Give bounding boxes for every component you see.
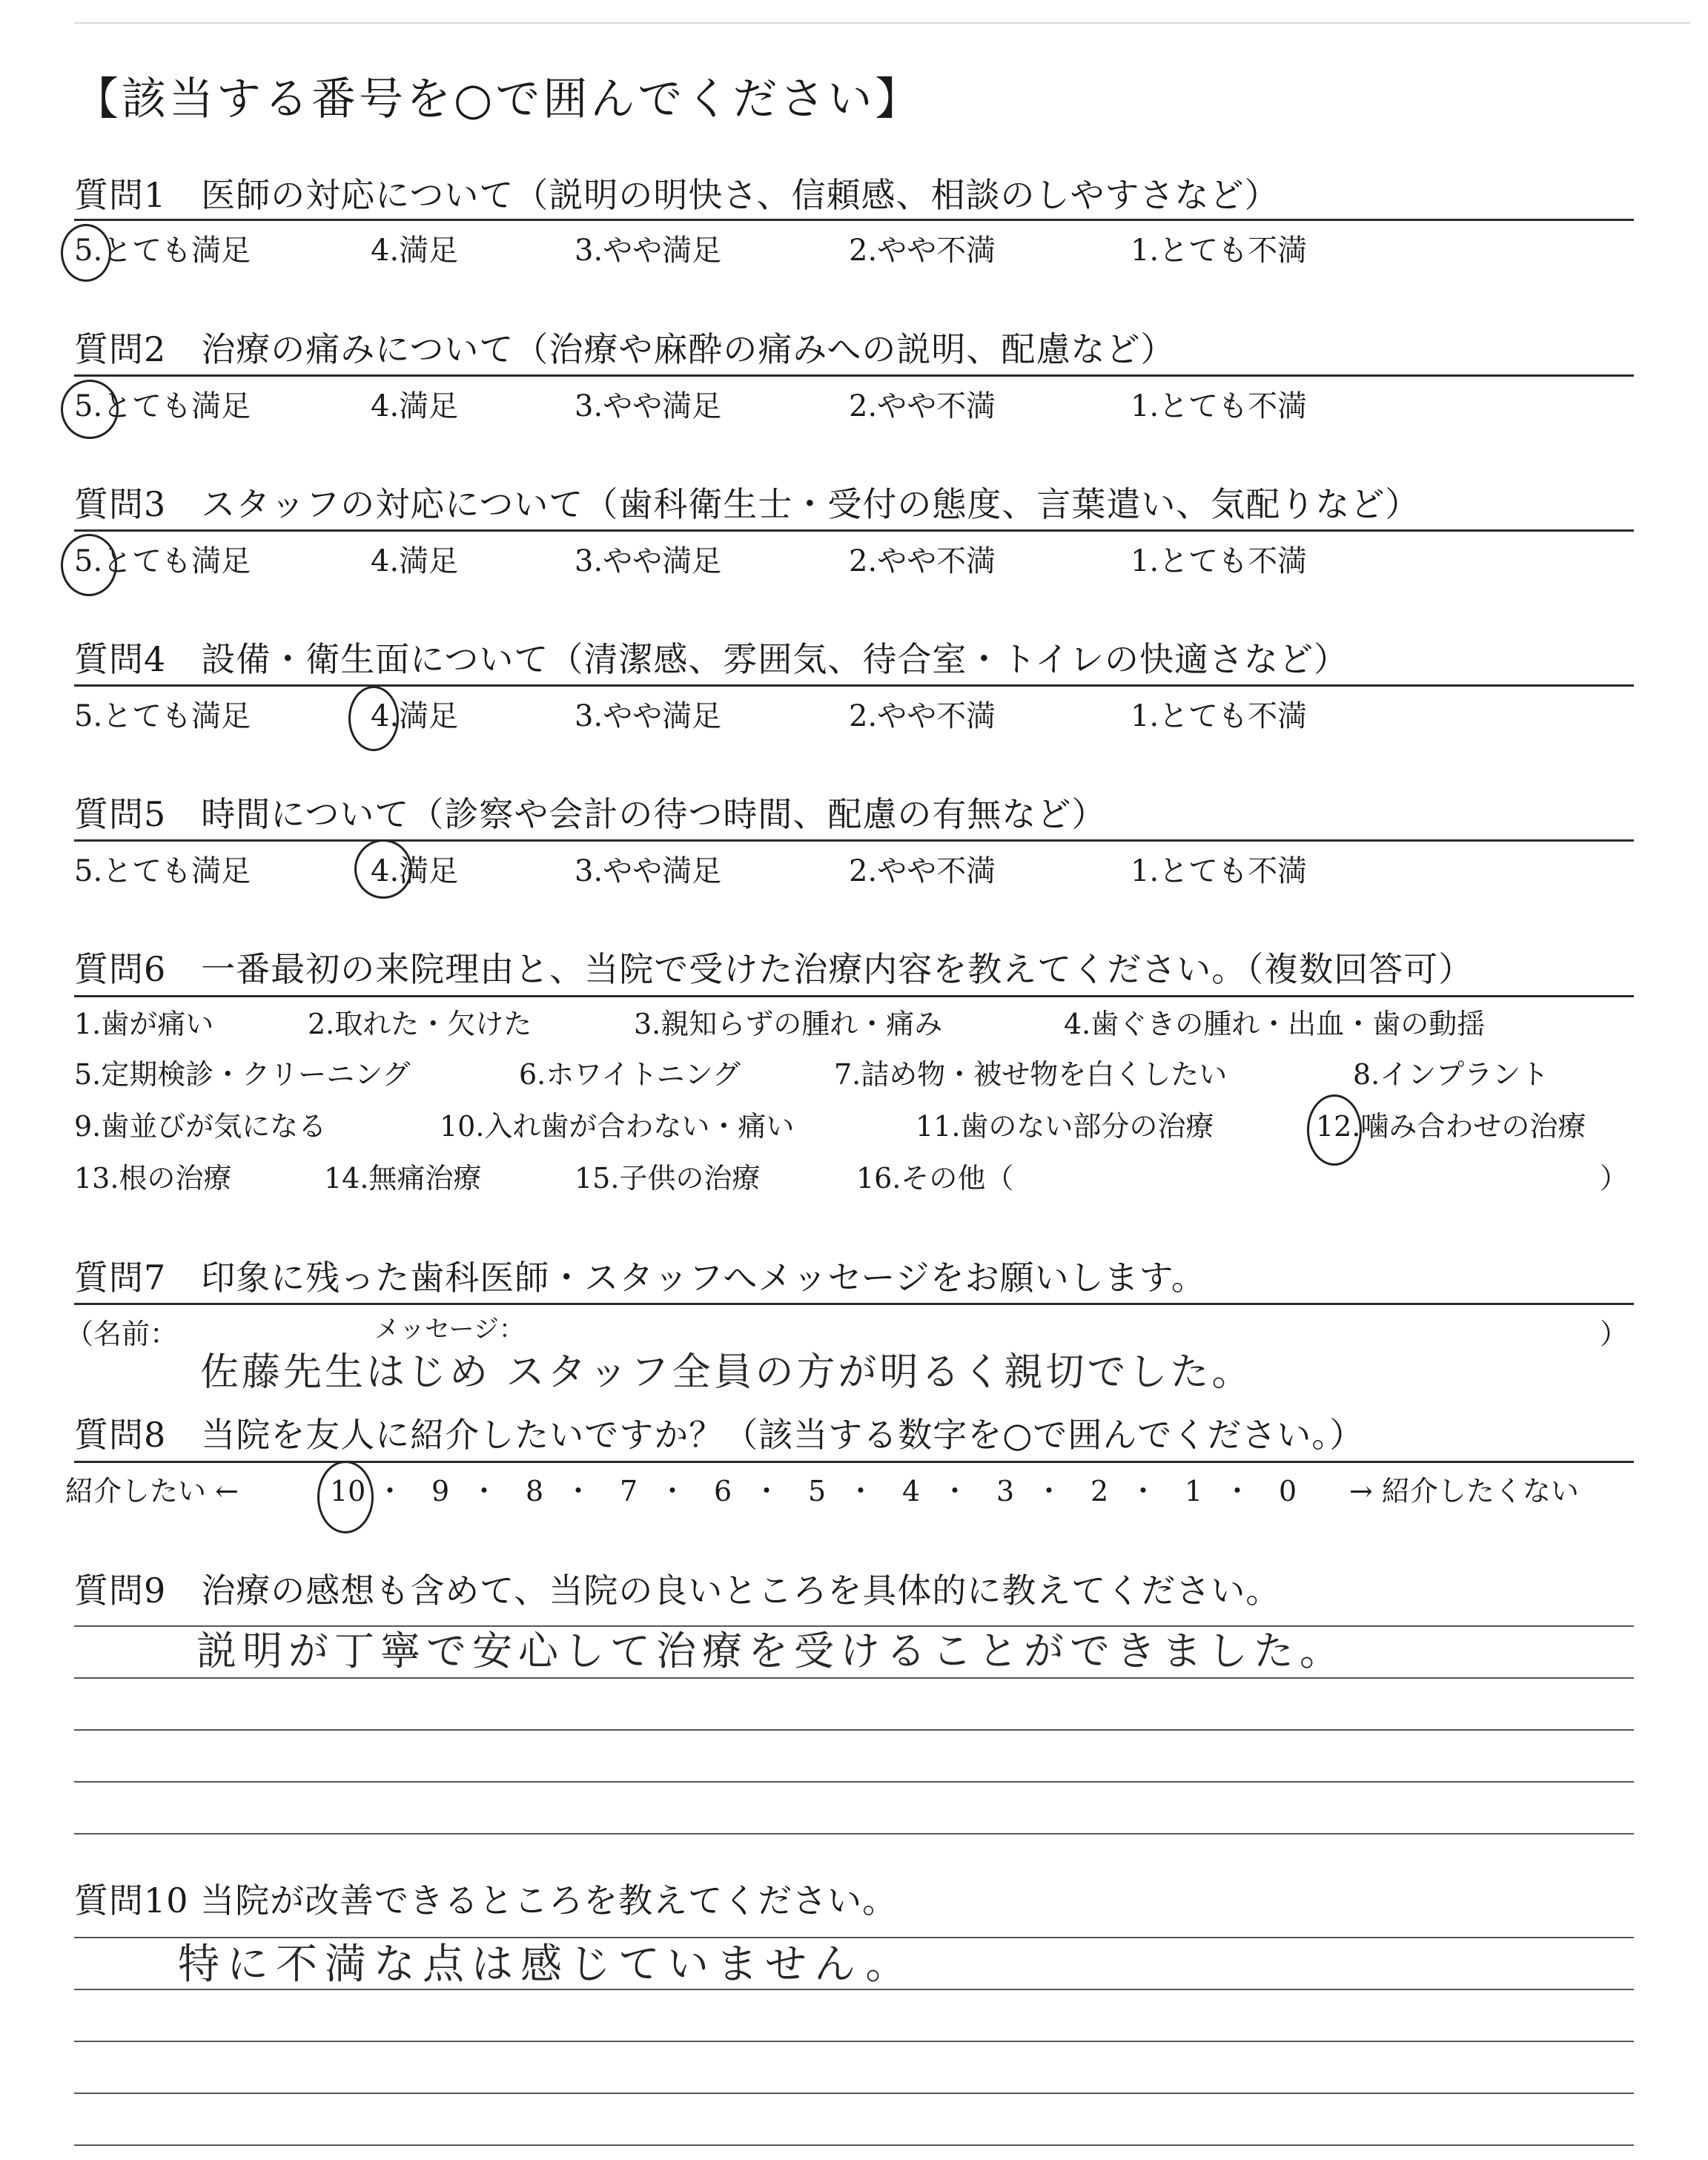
q10-handwritten-answer: 特に不満な点は感じていません。 (178, 1941, 915, 1989)
q1-option-1[interactable]: 1.とても不満 (1131, 234, 1308, 268)
q8-number-4[interactable]: 4 (902, 1475, 921, 1507)
q6-option-3[interactable]: 3.親知らずの腫れ・痛み (634, 1008, 943, 1040)
q6-option-14[interactable]: 14.無痛治療 (324, 1162, 482, 1195)
question-5-header: 質問5 時間について（診察や会計の待つ時間、配慮の有無など） (74, 794, 1107, 834)
q8-number-10[interactable]: 10 (330, 1475, 366, 1507)
q9-line-2 (74, 1677, 1634, 1679)
question-1-header: 質問1 医師の対応について（説明の明快さ、信頼感、相談のしやすさなど） (74, 175, 1280, 215)
question-2-header: 質問2 治療の痛みについて（治療や麻酔の痛みへの説明、配慮など） (74, 329, 1176, 369)
q6-selection-circle (1307, 1094, 1362, 1166)
q8-left-label: 紹介したい ← (65, 1475, 239, 1507)
q4-option-1[interactable]: 1.とても不満 (1131, 699, 1308, 733)
q9-line-3 (74, 1729, 1634, 1731)
q6-option-11[interactable]: 11.歯のない部分の治療 (916, 1110, 1214, 1143)
q5-selection-circle (354, 839, 412, 899)
q6-option-13[interactable]: 13.根の治療 (74, 1162, 232, 1195)
q4-option-2[interactable]: 2.やや不満 (849, 699, 996, 733)
q8-separator-dot: ・ (1223, 1475, 1252, 1507)
q6-option-7[interactable]: 7.詰め物・被せ物を白くしたい (834, 1058, 1228, 1091)
q3-option-4[interactable]: 4.満足 (371, 544, 459, 578)
question-3-rule (74, 529, 1634, 532)
q9-line-1 (74, 1625, 1634, 1627)
question-9-header: 質問9 治療の感想も含めて、当院の良いところを具体的に教えてください。 (74, 1571, 1281, 1611)
q7-name-label: （名前： (65, 1318, 179, 1350)
q8-separator-dot: ・ (941, 1475, 970, 1507)
q3-option-1[interactable]: 1.とても不満 (1131, 544, 1308, 578)
q7-message-label: メッセージ： (374, 1315, 524, 1344)
q8-number-6[interactable]: 6 (714, 1475, 732, 1507)
page-title: 【該当する番号を○で囲んでください】 (74, 73, 923, 125)
q6-option-5[interactable]: 5.定期検診・クリーニング (74, 1058, 411, 1091)
q8-separator-dot: ・ (1129, 1475, 1158, 1507)
q3-selection-circle (61, 534, 117, 596)
q1-option-2[interactable]: 2.やや不満 (849, 234, 996, 268)
q10-line-2 (74, 1989, 1634, 1990)
q1-option-3[interactable]: 3.やや満足 (575, 234, 722, 268)
q4-option-4[interactable]: 4.満足 (371, 699, 459, 733)
page-edge (74, 22, 1690, 24)
q7-close-paren: ） (1600, 1318, 1629, 1350)
question-10-header: 質問10 当院が改善できるところを教えてください。 (74, 1880, 898, 1920)
q4-option-3[interactable]: 3.やや満足 (575, 699, 722, 733)
q6-option-8[interactable]: 8.インプラント (1353, 1058, 1549, 1091)
q3-option-5[interactable]: 5.とても満足 (74, 544, 251, 578)
q10-line-5 (74, 2144, 1634, 2146)
q2-selection-circle (61, 380, 119, 439)
q8-number-0[interactable]: 0 (1279, 1475, 1297, 1507)
question-6-rule (74, 995, 1634, 997)
question-4-rule (74, 684, 1634, 687)
q8-number-7[interactable]: 7 (620, 1475, 638, 1507)
question-8-rule (74, 1461, 1634, 1463)
q6-option-2[interactable]: 2.取れた・欠けた (308, 1008, 532, 1040)
question-8-header: 質問8 当院を友人に紹介したいですか？（該当する数字を○で囲んでください。） (74, 1415, 1365, 1455)
q8-separator-dot: ・ (1035, 1475, 1064, 1507)
q1-option-4[interactable]: 4.満足 (371, 234, 459, 268)
q8-number-8[interactable]: 8 (526, 1475, 544, 1507)
q8-right-label: → 紹介したくない (1349, 1475, 1579, 1507)
question-4-header: 質問4 設備・衛生面について（清潔感、雰囲気、待合室・トイレの快適さなど） (74, 639, 1349, 679)
q4-selection-circle (348, 686, 399, 751)
q6-option-6[interactable]: 6.ホワイトニング (519, 1058, 741, 1091)
q6-option-10[interactable]: 10.入れ歯が合わない・痛い (440, 1110, 795, 1143)
q8-separator-dot: ・ (847, 1475, 875, 1507)
question-3-header: 質問3 スタッフの対応について（歯科衛生士・受付の態度、言葉遣い、気配りなど） (74, 484, 1420, 524)
q8-separator-dot: ・ (376, 1475, 405, 1507)
q8-separator-dot: ・ (752, 1475, 781, 1507)
q2-option-2[interactable]: 2.やや不満 (849, 389, 996, 423)
q5-option-5[interactable]: 5.とても満足 (74, 854, 251, 888)
q3-option-2[interactable]: 2.やや不満 (849, 544, 996, 578)
q1-option-5[interactable]: 5.とても満足 (74, 234, 251, 268)
q10-line-1 (74, 1937, 1634, 1938)
q3-option-3[interactable]: 3.やや満足 (575, 544, 722, 578)
q6-option-1[interactable]: 1.歯が痛い (74, 1008, 214, 1040)
q2-option-3[interactable]: 3.やや満足 (575, 389, 722, 423)
q6-option-15[interactable]: 15.子供の治療 (575, 1162, 761, 1195)
question-1-rule (74, 219, 1634, 221)
q6-option-4[interactable]: 4.歯ぐきの腫れ・出血・歯の動揺 (1064, 1008, 1486, 1040)
q5-option-4[interactable]: 4.満足 (371, 854, 459, 888)
question-7-header: 質問7 印象に残った歯科医師・スタッフへメッセージをお願いします。 (74, 1258, 1206, 1298)
q6-option-16[interactable]: 16.その他（ (856, 1162, 1014, 1195)
q8-selection-circle (317, 1461, 374, 1533)
q4-option-5[interactable]: 5.とても満足 (74, 699, 251, 733)
q10-line-4 (74, 2093, 1634, 2094)
q6-other-close-paren: ） (1600, 1162, 1629, 1195)
question-7-rule (74, 1303, 1634, 1305)
q7-handwritten-message: 佐藤先生はじめ スタッフ全員の方が明るく親切でした。 (200, 1350, 1254, 1395)
q9-line-5 (74, 1833, 1634, 1834)
q8-separator-dot: ・ (470, 1475, 499, 1507)
q2-option-4[interactable]: 4.満足 (371, 389, 459, 423)
question-6-header: 質問6 一番最初の来院理由と、当院で受けた治療内容を教えてください。（複数回答可） (74, 949, 1474, 989)
q8-separator-dot: ・ (564, 1475, 593, 1507)
q2-option-5[interactable]: 5.とても満足 (74, 389, 251, 423)
q8-separator-dot: ・ (658, 1475, 687, 1507)
q8-number-5[interactable]: 5 (808, 1475, 827, 1507)
q5-option-1[interactable]: 1.とても不満 (1131, 854, 1308, 888)
q8-number-3[interactable]: 3 (996, 1475, 1015, 1507)
q9-handwritten-answer: 説明が丁寧で安心して治療を受けることができました。 (196, 1628, 1345, 1674)
q2-option-1[interactable]: 1.とても不満 (1131, 389, 1308, 423)
q6-option-12[interactable]: 12.噛み合わせの治療 (1316, 1110, 1586, 1143)
q10-line-3 (74, 2041, 1634, 2042)
q8-number-9[interactable]: 9 (431, 1475, 450, 1507)
q5-option-3[interactable]: 3.やや満足 (575, 854, 722, 888)
q8-number-2[interactable]: 2 (1090, 1475, 1109, 1507)
question-5-rule (74, 839, 1634, 842)
q5-option-2[interactable]: 2.やや不満 (849, 854, 996, 888)
q6-option-9[interactable]: 9.歯並びが気になる (74, 1110, 327, 1143)
q9-line-4 (74, 1781, 1634, 1783)
q8-number-1[interactable]: 1 (1185, 1475, 1203, 1507)
question-2-rule (74, 374, 1634, 377)
q1-selection-circle (61, 224, 111, 282)
